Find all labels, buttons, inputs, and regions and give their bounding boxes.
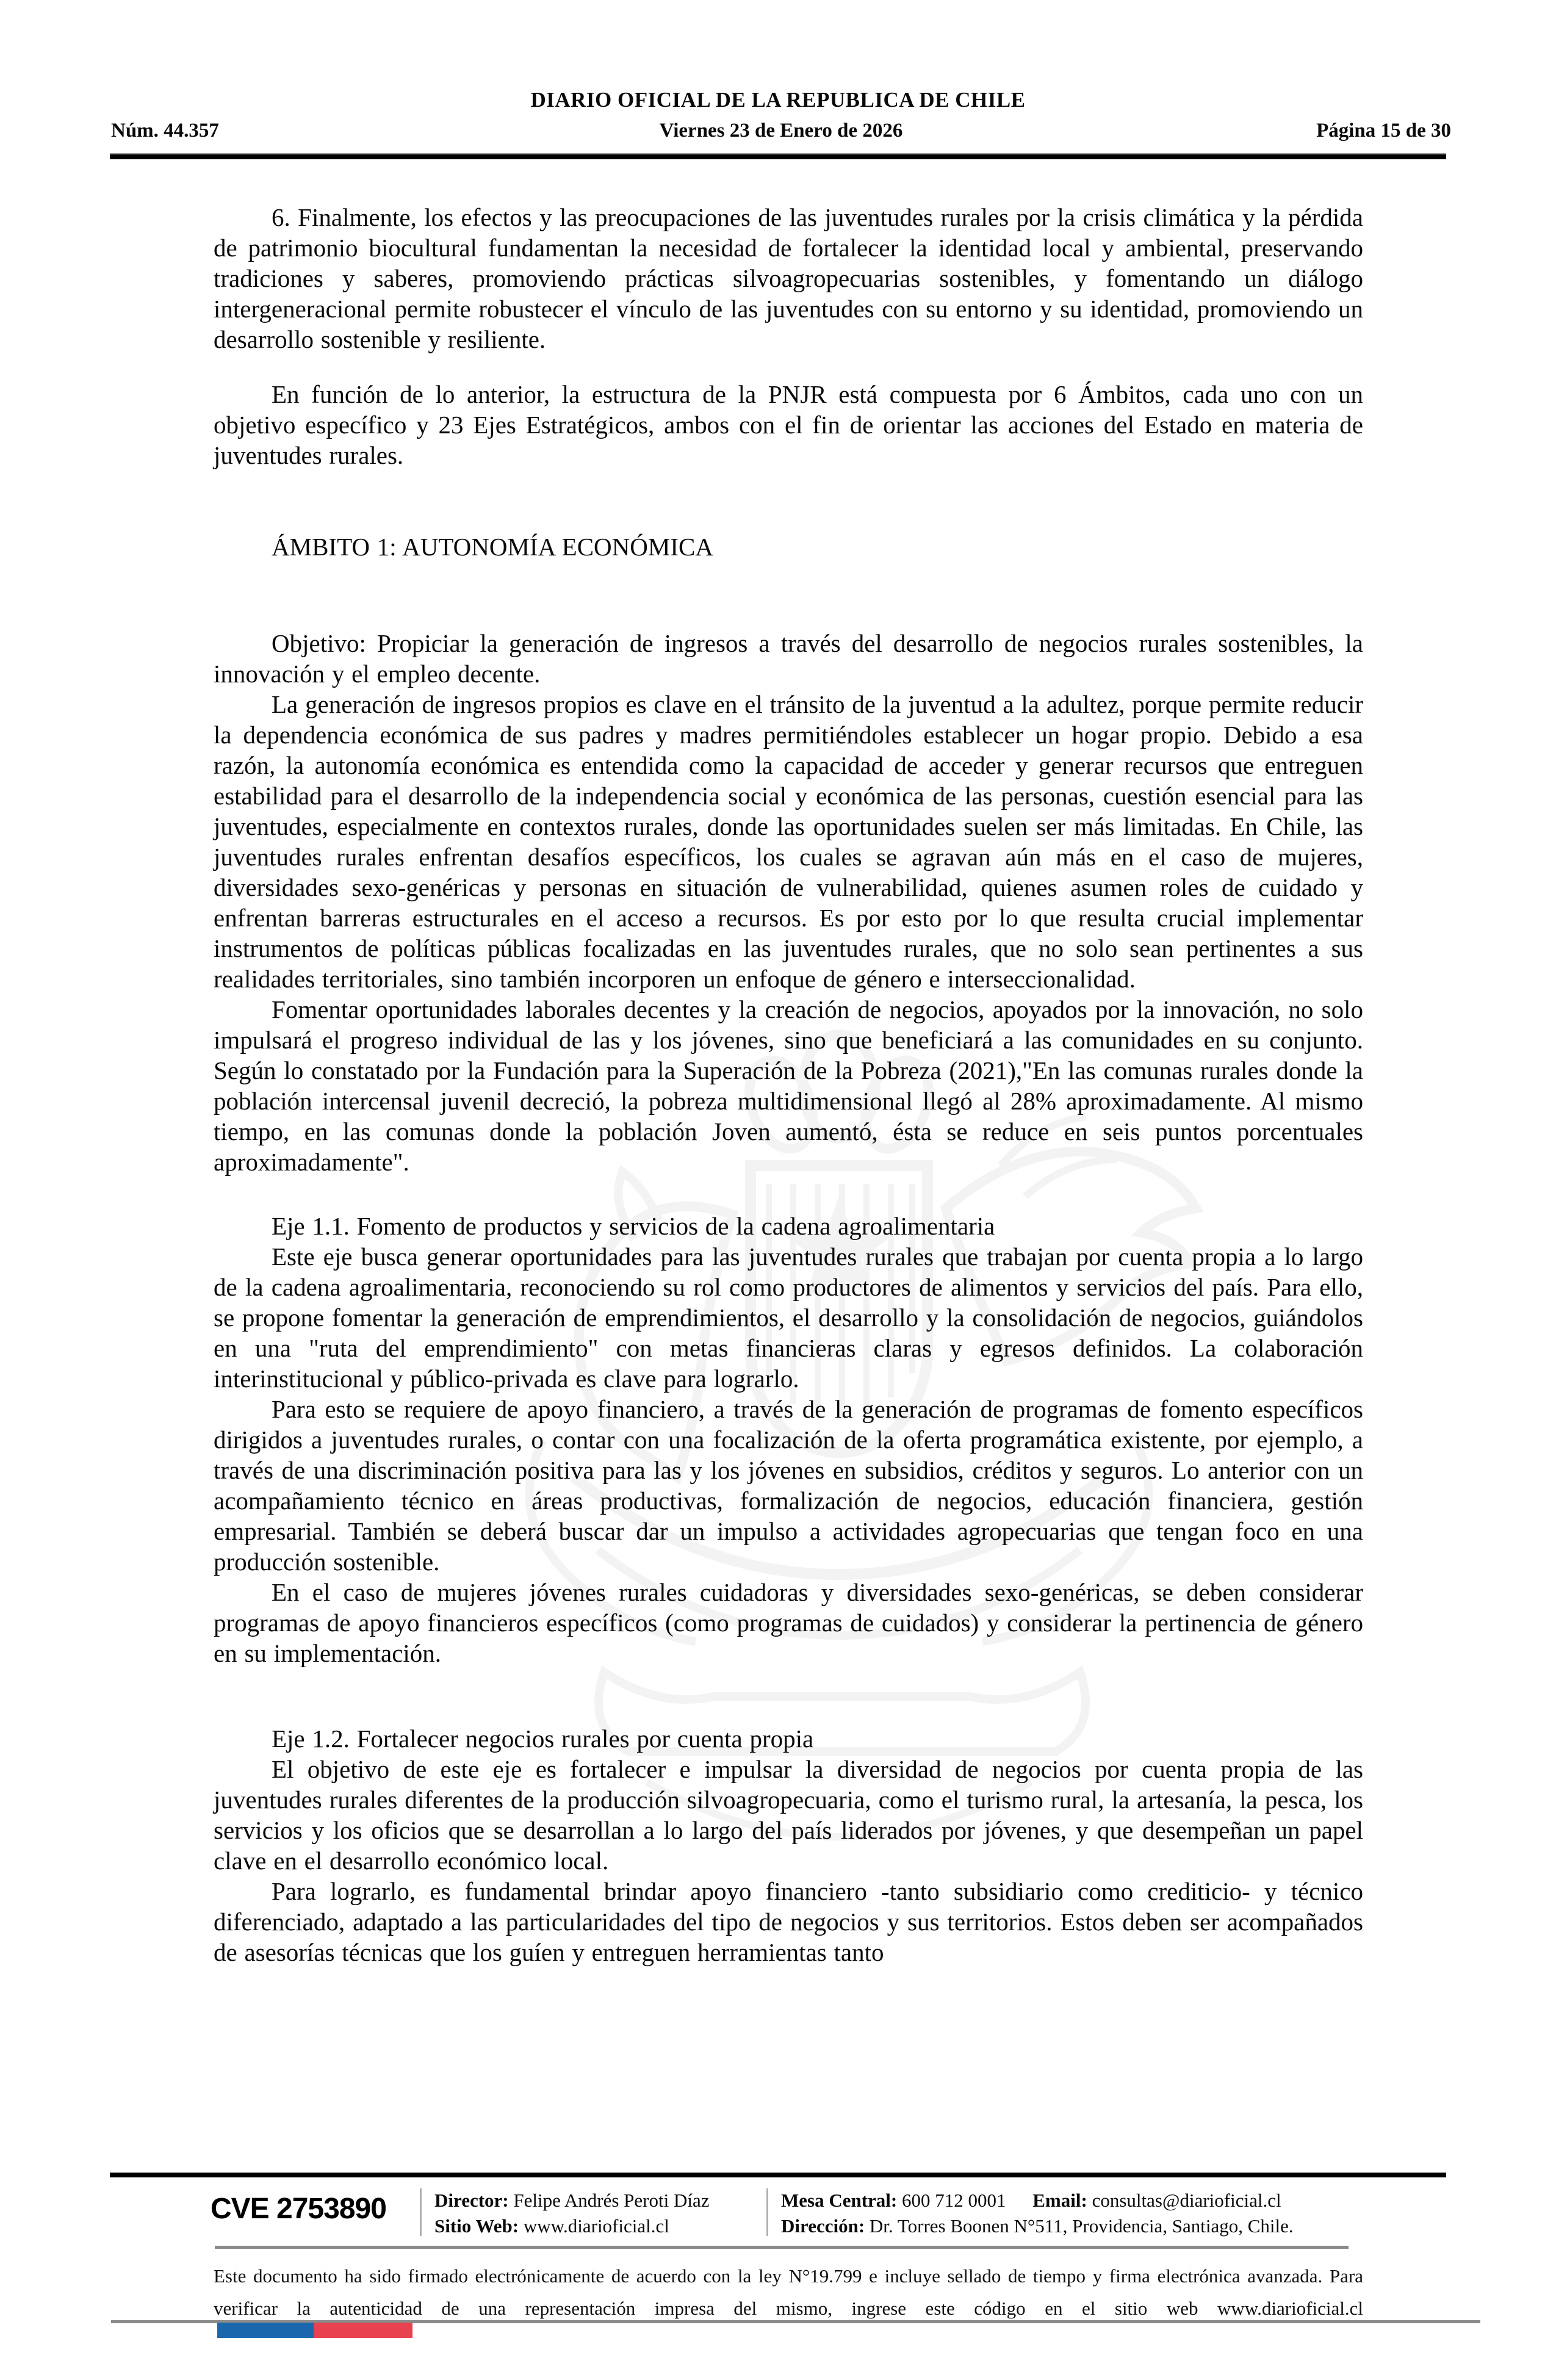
address-label: Dirección:: [781, 2215, 865, 2237]
masthead-title: DIARIO OFICIAL DE LA REPUBLICA DE CHILE: [530, 88, 1026, 112]
address-value: Dr. Torres Boonen N°511, Providencia, Santiago, Chile.: [869, 2215, 1294, 2237]
body-paragraph: En el caso de mujeres jóvenes rurales cuidadoras y diversidades sexo-genéricas, se deben considerar programas de apoyo financieros específicos (como programas de cuidados) y considerar la pertinencia de género en su implementación.: [214, 1578, 1363, 1667]
footer-rule-middle: [215, 2246, 1349, 2249]
section-heading-ambito-1: ÁMBITO 1: AUTONOMÍA ECONÓMICA: [272, 533, 713, 561]
footer-divider: [420, 2188, 422, 2236]
footer-rule-top: [110, 2172, 1446, 2177]
body-paragraph: Para lograrlo, es fundamental brindar apoyo financiero -tanto subsidiario como crediticio- y técnico diferenciado, adaptado a las particularidades del tipo de negocios y sus territorios. Estos deben ser acompañados de asesorías técnicas que los guíen y entreguen herramientas tanto: [214, 1877, 1363, 1966]
body-paragraph: 6. Finalmente, los efectos y las preocupaciones de las juventudes rurales por la crisis climática y la pérdida de patrimonio biocultural fundamentan la necesidad de fortalecer la identidad local y ambiental, preservando tradiciones y saberes, promoviendo prácticas silvoagropecuarias sostenibles, y fomentando un diálogo intergeneracional permite robustecer el vínculo de las juventudes con su entorno y su identidad, promoviendo un desarrollo sostenible y resiliente.: [214, 203, 1363, 353]
edition-date: Viernes 23 de Enero de 2026: [659, 120, 903, 142]
phone-value: 600 712 0001: [902, 2190, 1006, 2211]
website-value: www.diarioficial.cl: [523, 2215, 669, 2237]
director-line: [434, 2188, 710, 2213]
email-value: consultas@diarioficial.cl: [1092, 2190, 1281, 2211]
email-label: Email:: [1032, 2190, 1087, 2211]
section-heading-eje-1-1: Eje 1.1. Fomento de productos y servicios de la cadena agroalimentaria: [272, 1212, 995, 1240]
address-line: [781, 2213, 1294, 2239]
body-paragraph: La generación de ingresos propios es clave en el tránsito de la juventud a la adultez, porque permite reducir la dependencia económica de sus padres y madres permitiéndoles establecer un hogar propio. Debido a esa razón, la autonomía económica es entendida como la capacidad de acceder y generar recursos que entreguen estabilidad para el desarrollo de la independencia social y económica de las personas, cuestión esencial para las juventudes, especialmente en contextos rurales, donde las oportunidades suelen ser más limitadas. En Chile, las juventudes rurales enfrentan desafíos específicos, los cuales se agravan aún más en el caso de mujeres, diversidades sexo-genéricas y personas en situación de vulnerabilidad, quienes asumen roles de cuidado y enfrentan barreras estructurales en el acceso a recursos. Es por esto por lo que resulta crucial implementar instrumentos de políticas públicas focalizadas en las juventudes rurales, que no solo sean pertinentes a sus realidades territoriales, sino también incorporen un enfoque de género e interseccionalidad.: [214, 690, 1363, 993]
director-label: Director:: [434, 2190, 509, 2211]
phone-email-line: [781, 2188, 1294, 2213]
flag-bar-red: [314, 2323, 412, 2338]
phone-label: Mesa Central:: [781, 2190, 898, 2211]
section-heading-eje-1-2: Eje 1.2. Fortalecer negocios rurales por cuenta propia: [272, 1725, 814, 1753]
footer-director-block: [434, 2188, 710, 2239]
cve-code: CVE 2753890: [211, 2193, 386, 2225]
website-line: [434, 2213, 710, 2239]
body-paragraph: Para esto se requiere de apoyo financiero, a través de la generación de programas de fomento específicos dirigidos a juventudes rurales, o contar con una focalización de la oferta programática existente, por ejemplo, a través de una discriminación positiva para las y los jóvenes en subsidios, créditos y seguros. Lo anterior con un acompañamiento técnico en áreas productivas, formalización de negocios, educación financiera, gestión empresarial. También se deberá buscar dar un impulso a actividades agropecuarias que tengan foco en una producción sostenible.: [214, 1395, 1363, 1576]
header-meta-row: [111, 120, 1451, 142]
body-paragraph: Objetivo: Propiciar la generación de ingresos a través del desarrollo de negocios rurales sostenibles, la innovación y el empleo decente.: [214, 629, 1363, 688]
website-label: Sitio Web:: [434, 2215, 519, 2237]
legal-notice: Este documento ha sido firmado electrónicamente de acuerdo con la ley N°19.799 e incluye sellado de tiempo y firma electrónica avanzada. Para verificar la autenticidad de una representación impresa del mismo, ingrese este código en el sitio web www.diarioficial.cl: [214, 2265, 1363, 2319]
footer-contact-block: [781, 2188, 1294, 2239]
flag-bar-blue: [217, 2323, 314, 2338]
director-name: Felipe Andrés Peroti Díaz: [513, 2190, 710, 2211]
body-paragraph: Este eje busca generar oportunidades para las juventudes rurales que trabajan por cuenta propia a lo largo de la cadena agroalimentaria, reconociendo su rol como productores de alimentos y servicios del país. Para ello, se propone fomentar la generación de emprendimientos, el desarrollo y la consolidación de negocios, guiándolos en una "ruta del emprendimiento" con metas financieras claras y egresos definidos. La colaboración interinstitucional y público-privada es clave para lograrlo.: [214, 1242, 1363, 1393]
page-indicator: Página 15 de 30: [1316, 120, 1451, 142]
document-body: [214, 202, 1363, 1967]
body-paragraph: Fomentar oportunidades laborales decentes y la creación de negocios, apoyados por la innovación, no solo impulsará el progreso individual de las y los jóvenes, sino que beneficiará a las comunidades en su conjunto. Según lo constatado por la Fundación para la Superación de la Pobreza (2021),"En las comunas rurales donde la población intercensal juvenil decreció, la pobreza multidimensional llegó al 28% aproximadamente. Al mismo tiempo, en las comunas donde la población Joven aumentó, ésta se reduce en seis puntos porcentuales aproximadamente".: [214, 995, 1363, 1176]
issue-number: Núm. 44.357: [111, 120, 219, 142]
body-paragraph: En función de lo anterior, la estructura de la PNJR está compuesta por 6 Ámbitos, cada uno con un objetivo específico y 23 Ejes Estratégicos, ambos con el fin de orientar las acciones del Estado en materia de juventudes rurales.: [214, 380, 1363, 469]
body-paragraph: El objetivo de este eje es fortalecer e impulsar la diversidad de negocios por cuenta propia de las juventudes rurales diferentes de la producción silvoagropecuaria, como el turismo rural, la artesanía, la pesca, los servicios y los oficios que se desarrollan a lo largo del país liderados por jóvenes, y que desempeñan un papel clave en el desarrollo económico local.: [214, 1755, 1363, 1875]
header-rule: [110, 153, 1446, 159]
footer-divider: [766, 2188, 768, 2236]
